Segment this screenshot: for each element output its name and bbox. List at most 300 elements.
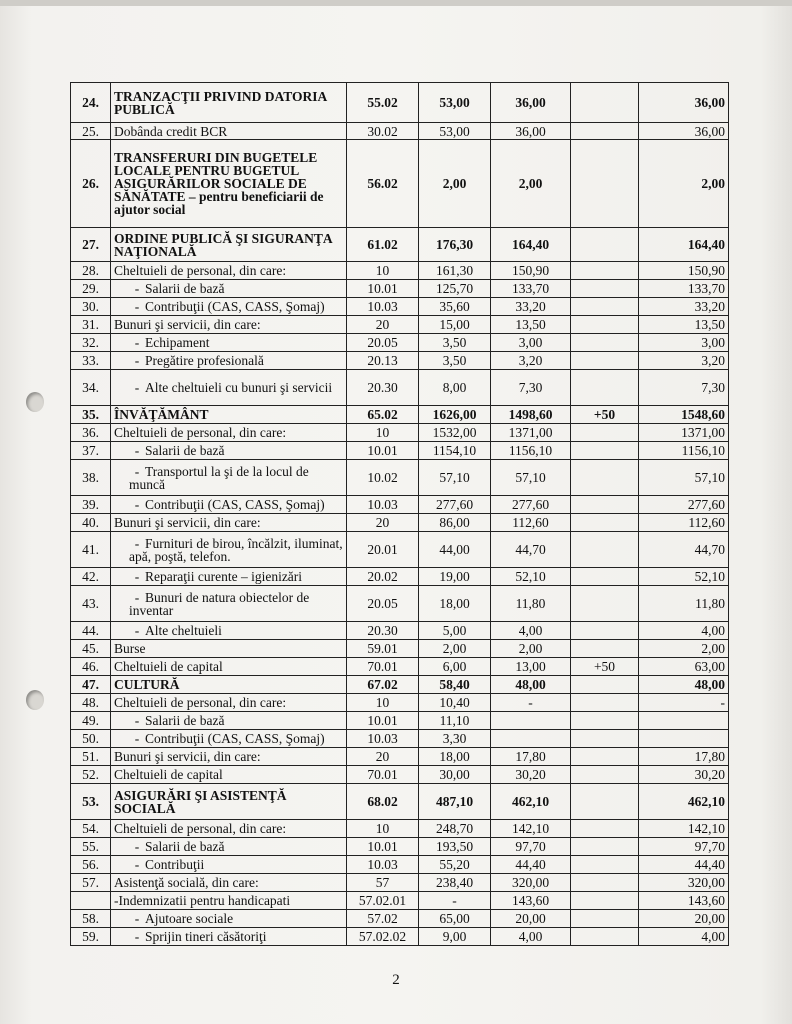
table-row: [71, 568, 729, 586]
value-initial-cell: 1532,00: [419, 424, 491, 442]
value-current-cell: 1498,60: [491, 406, 571, 424]
value-final-cell: 277,60: [639, 496, 729, 514]
row-label-cell: [111, 622, 347, 640]
row-number-cell: 39.: [71, 496, 111, 514]
value-final-cell: 4,00: [639, 622, 729, 640]
row-number-cell: 47.: [71, 676, 111, 694]
budget-code-cell: 55.02: [347, 83, 419, 123]
value-initial-cell: 125,70: [419, 280, 491, 298]
value-current-cell: 462,10: [491, 784, 571, 820]
value-influence-cell: [571, 892, 639, 910]
row-label-text: Salarii de bază: [145, 839, 225, 854]
value-current-cell: 4,00: [491, 622, 571, 640]
value-current-cell: 143,60: [491, 892, 571, 910]
row-number-cell: 51.: [71, 748, 111, 766]
value-influence-cell: [571, 856, 639, 874]
value-initial-cell: 35,60: [419, 298, 491, 316]
table-row: [71, 496, 729, 514]
value-influence-cell: [571, 748, 639, 766]
value-final-cell: 48,00: [639, 676, 729, 694]
budget-code-cell: 20.30: [347, 370, 419, 406]
row-label-text: Transportul la şi de la locul de muncă: [129, 463, 309, 492]
row-label-cell: [111, 928, 347, 946]
row-label-cell: [111, 370, 347, 406]
value-initial-cell: 44,00: [419, 532, 491, 568]
row-label-text: Alte cheltuieli cu bunuri şi servicii: [145, 380, 333, 395]
budget-code-cell: 70.01: [347, 766, 419, 784]
row-number-cell: 36.: [71, 424, 111, 442]
row-label-text: Echipament: [145, 335, 210, 350]
page-number: 2: [392, 972, 400, 988]
dash-marker: -: [134, 929, 140, 944]
value-final-cell: 44,40: [639, 856, 729, 874]
budget-code-cell: 10: [347, 424, 419, 442]
table-row: [71, 406, 729, 424]
row-number-cell: 37.: [71, 442, 111, 460]
value-final-cell: 2,00: [639, 140, 729, 228]
value-final-cell: 7,30: [639, 370, 729, 406]
value-initial-cell: 57,10: [419, 460, 491, 496]
value-current-cell: 2,00: [491, 140, 571, 228]
value-current-cell: 133,70: [491, 280, 571, 298]
value-final-cell: 33,20: [639, 298, 729, 316]
value-influence-cell: [571, 730, 639, 748]
row-label-cell: [111, 532, 347, 568]
value-final-cell: 143,60: [639, 892, 729, 910]
value-final-cell: 142,10: [639, 820, 729, 838]
row-number-cell: 35.: [71, 406, 111, 424]
value-influence-cell: [571, 766, 639, 784]
row-label-cell: ASIGURĂRI ŞI ASISTENŢĂ SOCIALĂ: [111, 784, 347, 820]
value-influence-cell: [571, 676, 639, 694]
value-initial-cell: 15,00: [419, 316, 491, 334]
row-number-cell: 49.: [71, 712, 111, 730]
row-number-cell: 57.: [71, 874, 111, 892]
row-label-cell: [111, 334, 347, 352]
value-final-cell: -: [639, 694, 729, 712]
value-initial-cell: 3,50: [419, 352, 491, 370]
value-influence-cell: [571, 838, 639, 856]
row-label-cell: [111, 352, 347, 370]
row-number-cell: 27.: [71, 228, 111, 262]
row-label-text: Pregătire profesională: [145, 353, 264, 368]
value-initial-cell: 10,40: [419, 694, 491, 712]
budget-table-body: [71, 83, 729, 946]
value-influence-cell: [571, 622, 639, 640]
value-initial-cell: 161,30: [419, 262, 491, 280]
value-current-cell: -: [491, 694, 571, 712]
budget-code-cell: 20.05: [347, 586, 419, 622]
value-initial-cell: 30,00: [419, 766, 491, 784]
value-influence-cell: [571, 532, 639, 568]
value-current-cell: 52,10: [491, 568, 571, 586]
table-row: [71, 910, 729, 928]
value-influence-cell: [571, 298, 639, 316]
row-number-cell: 41.: [71, 532, 111, 568]
dash-marker: -: [134, 299, 140, 314]
table-row: [71, 622, 729, 640]
row-label-cell: [111, 442, 347, 460]
value-final-cell: 3,00: [639, 334, 729, 352]
table-row: [71, 442, 729, 460]
value-initial-cell: 11,10: [419, 712, 491, 730]
value-current-cell: 17,80: [491, 748, 571, 766]
value-final-cell: 36,00: [639, 83, 729, 123]
row-label-cell: [111, 856, 347, 874]
value-current-cell: 11,80: [491, 586, 571, 622]
value-influence-cell: [571, 280, 639, 298]
table-row: [71, 83, 729, 123]
value-initial-cell: 8,00: [419, 370, 491, 406]
row-label-cell: [111, 280, 347, 298]
table-row: [71, 766, 729, 784]
punch-hole: [26, 690, 44, 710]
budget-code-cell: 68.02: [347, 784, 419, 820]
row-number-cell: 32.: [71, 334, 111, 352]
table-row: [71, 352, 729, 370]
value-current-cell: 44,70: [491, 532, 571, 568]
value-current-cell: [491, 730, 571, 748]
budget-code-cell: 10.03: [347, 496, 419, 514]
value-final-cell: 17,80: [639, 748, 729, 766]
value-influence-cell: [571, 352, 639, 370]
value-initial-cell: 1626,00: [419, 406, 491, 424]
budget-code-cell: 10.03: [347, 298, 419, 316]
row-number-cell: 33.: [71, 352, 111, 370]
value-influence-cell: [571, 316, 639, 334]
table-row: [71, 140, 729, 228]
value-current-cell: 320,00: [491, 874, 571, 892]
table-row: [71, 712, 729, 730]
row-label-cell: Bunuri şi servicii, din care:: [111, 748, 347, 766]
value-influence-cell: [571, 334, 639, 352]
value-current-cell: 4,00: [491, 928, 571, 946]
value-current-cell: 1156,10: [491, 442, 571, 460]
value-influence-cell: [571, 910, 639, 928]
row-number-cell: 38.: [71, 460, 111, 496]
value-final-cell: 36,00: [639, 123, 729, 140]
value-current-cell: 36,00: [491, 123, 571, 140]
row-label-cell: ORDINE PUBLICĂ ŞI SIGURANŢA NAŢIONALĂ: [111, 228, 347, 262]
value-current-cell: 13,50: [491, 316, 571, 334]
value-final-cell: 164,40: [639, 228, 729, 262]
row-label-cell: Cheltuieli de capital: [111, 658, 347, 676]
budget-code-cell: 59.01: [347, 640, 419, 658]
table-row: [71, 694, 729, 712]
dash-marker: -: [134, 443, 140, 458]
value-final-cell: 52,10: [639, 568, 729, 586]
value-current-cell: 44,40: [491, 856, 571, 874]
value-final-cell: 4,00: [639, 928, 729, 946]
value-final-cell: 112,60: [639, 514, 729, 532]
row-label-cell: [111, 460, 347, 496]
dash-marker: -: [134, 911, 140, 926]
value-final-cell: 13,50: [639, 316, 729, 334]
table-row: [71, 460, 729, 496]
value-current-cell: 30,20: [491, 766, 571, 784]
row-label-cell: TRANZACŢII PRIVIND DATORIA PUBLICĂ: [111, 83, 347, 123]
value-current-cell: 36,00: [491, 83, 571, 123]
row-label-cell: [111, 298, 347, 316]
row-label-cell: [111, 730, 347, 748]
budget-code-cell: 10: [347, 262, 419, 280]
table-row: [71, 262, 729, 280]
value-current-cell: 13,00: [491, 658, 571, 676]
row-number-cell: 45.: [71, 640, 111, 658]
value-influence-cell: [571, 820, 639, 838]
value-influence-cell: [571, 874, 639, 892]
budget-code-cell: 65.02: [347, 406, 419, 424]
value-initial-cell: 1154,10: [419, 442, 491, 460]
value-initial-cell: 5,00: [419, 622, 491, 640]
value-final-cell: [639, 712, 729, 730]
value-influence-cell: +50: [571, 406, 639, 424]
row-label-cell: ÎNVĂŢĂMÂNT: [111, 406, 347, 424]
page-top-edge: [0, 0, 792, 6]
table-row: [71, 730, 729, 748]
budget-code-cell: 57: [347, 874, 419, 892]
value-initial-cell: 3,30: [419, 730, 491, 748]
dash-marker: -: [134, 731, 140, 746]
table-row: [71, 514, 729, 532]
value-influence-cell: [571, 424, 639, 442]
table-row: [71, 316, 729, 334]
row-label-cell: Cheltuieli de capital: [111, 766, 347, 784]
row-label-cell: [111, 496, 347, 514]
row-number-cell: 30.: [71, 298, 111, 316]
value-initial-cell: -: [419, 892, 491, 910]
row-label-text: Bunuri de natura obiectelor de inventar: [129, 589, 310, 618]
table-row: [71, 784, 729, 820]
table-row: [71, 370, 729, 406]
value-current-cell: 3,00: [491, 334, 571, 352]
value-current-cell: 277,60: [491, 496, 571, 514]
row-label-text: Salarii de bază: [145, 713, 225, 728]
row-number-cell: 28.: [71, 262, 111, 280]
row-number-cell: 50.: [71, 730, 111, 748]
value-influence-cell: [571, 460, 639, 496]
row-label-cell: CULTURĂ: [111, 676, 347, 694]
budget-code-cell: 10.01: [347, 838, 419, 856]
value-influence-cell: +50: [571, 658, 639, 676]
row-label-cell: Asistenţă socială, din care:: [111, 874, 347, 892]
table-row: [71, 228, 729, 262]
row-number-cell: 40.: [71, 514, 111, 532]
value-initial-cell: 18,00: [419, 748, 491, 766]
value-final-cell: 1548,60: [639, 406, 729, 424]
row-label-cell: [111, 712, 347, 730]
budget-code-cell: 10.01: [347, 712, 419, 730]
value-initial-cell: 176,30: [419, 228, 491, 262]
table-row: [71, 820, 729, 838]
budget-code-cell: 57.02.02: [347, 928, 419, 946]
row-number-cell: 31.: [71, 316, 111, 334]
dash-marker: -: [134, 589, 140, 605]
budget-code-cell: 56.02: [347, 140, 419, 228]
budget-code-cell: 57.02.01: [347, 892, 419, 910]
value-influence-cell: [571, 262, 639, 280]
value-current-cell: [491, 712, 571, 730]
row-label-cell: Bunuri şi servicii, din care:: [111, 316, 347, 334]
row-label-text: Contribuţii (CAS, CASS, Şomaj): [145, 299, 325, 314]
value-current-cell: 112,60: [491, 514, 571, 532]
value-final-cell: 20,00: [639, 910, 729, 928]
value-influence-cell: [571, 568, 639, 586]
value-initial-cell: 487,10: [419, 784, 491, 820]
value-initial-cell: 55,20: [419, 856, 491, 874]
value-initial-cell: 53,00: [419, 123, 491, 140]
row-label-text: Reparaţii curente – igienizări: [145, 569, 303, 584]
table-row: [71, 586, 729, 622]
table-row: [71, 874, 729, 892]
budget-code-cell: 67.02: [347, 676, 419, 694]
budget-code-cell: 20: [347, 748, 419, 766]
budget-code-cell: 20.02: [347, 568, 419, 586]
budget-code-cell: 10.02: [347, 460, 419, 496]
row-label-cell: [111, 568, 347, 586]
dash-marker: -: [134, 380, 140, 395]
value-initial-cell: 86,00: [419, 514, 491, 532]
row-number-cell: 53.: [71, 784, 111, 820]
value-initial-cell: 65,00: [419, 910, 491, 928]
budget-code-cell: 20: [347, 316, 419, 334]
row-number-cell: 58.: [71, 910, 111, 928]
table-row: [71, 640, 729, 658]
row-label-cell: [111, 838, 347, 856]
value-influence-cell: [571, 586, 639, 622]
budget-code-cell: 20.30: [347, 622, 419, 640]
row-label-cell: Cheltuieli de personal, din care:: [111, 694, 347, 712]
value-current-cell: 57,10: [491, 460, 571, 496]
value-current-cell: 3,20: [491, 352, 571, 370]
value-initial-cell: 2,00: [419, 140, 491, 228]
value-initial-cell: 3,50: [419, 334, 491, 352]
budget-code-cell: 10: [347, 820, 419, 838]
row-label-text: Sprijin tineri căsătoriţi: [145, 929, 267, 944]
row-label-text: Alte cheltuieli: [145, 623, 222, 638]
value-current-cell: 1371,00: [491, 424, 571, 442]
value-final-cell: 57,10: [639, 460, 729, 496]
value-initial-cell: 193,50: [419, 838, 491, 856]
table-row: [71, 658, 729, 676]
row-label-text: Salarii de bază: [145, 443, 225, 458]
row-label-cell: [111, 586, 347, 622]
budget-code-cell: 10.01: [347, 280, 419, 298]
budget-code-cell: 30.02: [347, 123, 419, 140]
value-final-cell: 1156,10: [639, 442, 729, 460]
dash-marker: -: [134, 713, 140, 728]
row-label-cell: Cheltuieli de personal, din care:: [111, 262, 347, 280]
budget-code-cell: 61.02: [347, 228, 419, 262]
budget-code-cell: 20.05: [347, 334, 419, 352]
value-current-cell: 7,30: [491, 370, 571, 406]
dash-marker: -: [134, 569, 140, 584]
table-row: [71, 123, 729, 140]
row-number-cell: 42.: [71, 568, 111, 586]
value-initial-cell: 238,40: [419, 874, 491, 892]
row-number-cell: 26.: [71, 140, 111, 228]
value-current-cell: 97,70: [491, 838, 571, 856]
dash-marker: -: [134, 535, 140, 551]
dash-marker: -: [134, 623, 140, 638]
value-initial-cell: 9,00: [419, 928, 491, 946]
value-current-cell: 2,00: [491, 640, 571, 658]
punch-hole: [26, 392, 44, 412]
budget-code-cell: 10.01: [347, 442, 419, 460]
row-label-cell: Cheltuieli de personal, din care:: [111, 820, 347, 838]
row-label-cell: Cheltuieli de personal, din care:: [111, 424, 347, 442]
value-initial-cell: 277,60: [419, 496, 491, 514]
table-row: [71, 856, 729, 874]
value-current-cell: 142,10: [491, 820, 571, 838]
budget-table: [70, 82, 729, 946]
budget-code-cell: 20: [347, 514, 419, 532]
value-final-cell: 133,70: [639, 280, 729, 298]
value-influence-cell: [571, 694, 639, 712]
row-label-cell: Dobânda credit BCR: [111, 123, 347, 140]
value-initial-cell: 58,40: [419, 676, 491, 694]
table-row: [71, 298, 729, 316]
row-number-cell: 59.: [71, 928, 111, 946]
budget-code-cell: 57.02: [347, 910, 419, 928]
value-influence-cell: [571, 83, 639, 123]
value-final-cell: 150,90: [639, 262, 729, 280]
dash-marker: -: [134, 353, 140, 368]
row-number-cell: 54.: [71, 820, 111, 838]
value-final-cell: 30,20: [639, 766, 729, 784]
row-number-cell: 56.: [71, 856, 111, 874]
value-final-cell: [639, 730, 729, 748]
value-influence-cell: [571, 514, 639, 532]
table-row: [71, 424, 729, 442]
value-initial-cell: 19,00: [419, 568, 491, 586]
table-row: [71, 928, 729, 946]
row-number-cell: 43.: [71, 586, 111, 622]
value-initial-cell: 2,00: [419, 640, 491, 658]
value-final-cell: 2,00: [639, 640, 729, 658]
value-initial-cell: 18,00: [419, 586, 491, 622]
row-label-cell: -Indemnizatii pentru handicapati: [111, 892, 347, 910]
table-row: [71, 838, 729, 856]
value-influence-cell: [571, 228, 639, 262]
table-row: [71, 748, 729, 766]
dash-marker: -: [134, 335, 140, 350]
row-number-cell: 29.: [71, 280, 111, 298]
value-influence-cell: [571, 928, 639, 946]
value-current-cell: 48,00: [491, 676, 571, 694]
row-number-cell: 55.: [71, 838, 111, 856]
value-initial-cell: 6,00: [419, 658, 491, 676]
value-current-cell: 164,40: [491, 228, 571, 262]
value-current-cell: 33,20: [491, 298, 571, 316]
row-number-cell: 48.: [71, 694, 111, 712]
value-influence-cell: [571, 442, 639, 460]
table-row: [71, 676, 729, 694]
row-number-cell: 25.: [71, 123, 111, 140]
row-number-cell: [71, 892, 111, 910]
value-initial-cell: 248,70: [419, 820, 491, 838]
row-number-cell: 44.: [71, 622, 111, 640]
row-label-text: Contribuţii: [145, 857, 205, 872]
row-number-cell: 34.: [71, 370, 111, 406]
value-influence-cell: [571, 140, 639, 228]
row-label-text: Contribuţii (CAS, CASS, Şomaj): [145, 497, 325, 512]
dash-marker: -: [134, 839, 140, 854]
value-final-cell: 11,80: [639, 586, 729, 622]
table-row: [71, 280, 729, 298]
row-label-cell: [111, 910, 347, 928]
row-label-text: Furnituri de birou, încălzit, iluminat, apă, poştă, telefon.: [129, 535, 343, 564]
